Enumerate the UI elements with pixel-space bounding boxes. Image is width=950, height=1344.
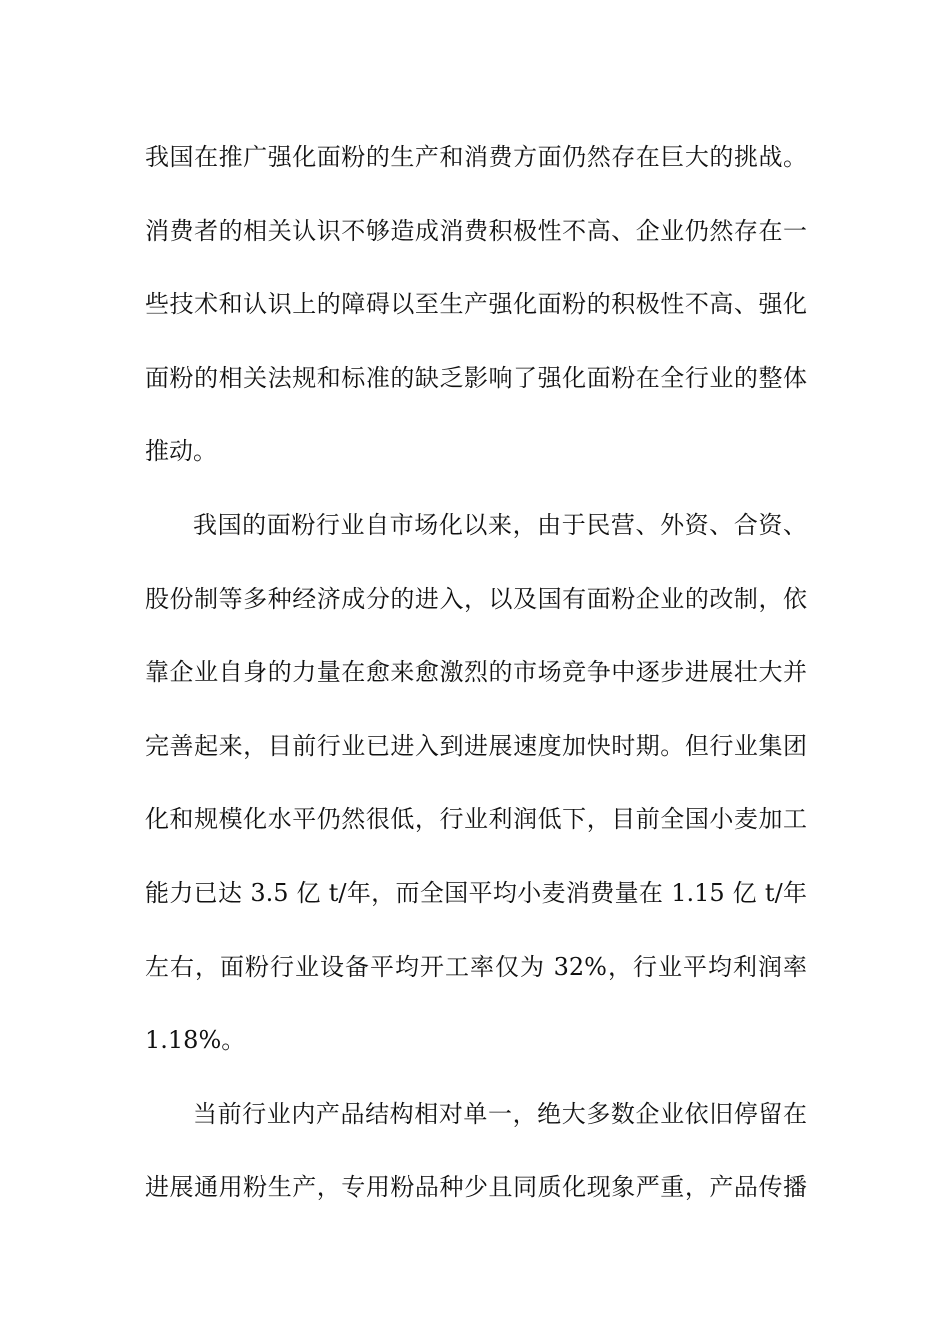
text-line: 靠企业自身的力量在愈来愈激烈的市场竞争中逐步进展壮大并: [145, 658, 807, 687]
body-text: [145, 133, 807, 1237]
text-line: 进展通用粉生产，专用粉品种少且同质化现象严重，产品传播: [145, 1173, 807, 1202]
text-line: 些技术和认识上的障碍以至生产强化面粉的积极性不高、强化: [145, 290, 807, 319]
text-line: 能力已达 3.5 亿 t/年，而全国平均小麦消费量在 1.15 亿 t/年: [145, 878, 807, 907]
text-line: 当前行业内产品结构相对单一，绝大多数企业依旧停留在: [193, 1099, 807, 1128]
paragraph-1: [145, 133, 807, 501]
text-line: 完善起来，目前行业已进入到进展速度加快时期。但行业集团: [145, 731, 807, 760]
text-line: 面粉的相关法规和标准的缺乏影响了强化面粉在全行业的整体: [145, 363, 807, 392]
text-line: 我国在推广强化面粉的生产和消费方面仍然存在巨大的挑战。: [145, 143, 807, 171]
text-line: 化和规模化水平仍然很低，行业利润低下，目前全国小麦加工: [145, 805, 807, 834]
text-line: 股份制等多种经济成分的进入，以及国有面粉企业的改制，依: [145, 584, 807, 613]
text-line: 推动。: [145, 437, 217, 466]
text-line: 左右，面粉行业设备平均开工率仅为 32%，行业平均利润率: [145, 952, 807, 981]
text-line: 我国的面粉行业自市场化以来，由于民营、外资、合资、: [193, 510, 807, 539]
paragraph-2: [145, 501, 807, 1090]
paragraph-3: [145, 1090, 807, 1237]
text-line: 1.18%。: [145, 1026, 246, 1055]
text-line: 消费者的相关认识不够造成消费积极性不高、企业仍然存在一: [145, 216, 807, 245]
